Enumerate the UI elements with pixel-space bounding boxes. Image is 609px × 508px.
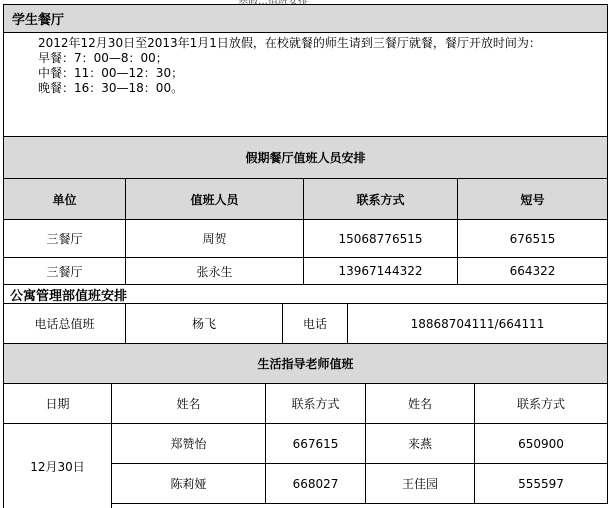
table-cell: 667615 bbox=[266, 424, 366, 464]
table-cell: 664322 bbox=[458, 258, 608, 285]
notice-lunch: 中餐：11：00—12：30； bbox=[38, 66, 184, 80]
table-cell: 郑赞怡 bbox=[112, 424, 266, 464]
apartment-label: 电话总值班 bbox=[3, 304, 126, 344]
header-unit: 单位 bbox=[3, 179, 126, 220]
table-cell: 668027 bbox=[266, 464, 366, 504]
table-cell: 555597 bbox=[475, 464, 608, 504]
date-cell: 12月30日 bbox=[3, 424, 112, 508]
table-cell: 676515 bbox=[458, 220, 608, 258]
table-cell: 张永生 bbox=[126, 258, 304, 285]
notice-line-1: 2012年12月30日至2013年1月1日放假，在校就餐的师生请到三餐厅就餐，餐厅开放时间为： bbox=[38, 36, 541, 50]
canteen-duty-title: 假期餐厅值班人员安排 bbox=[3, 137, 608, 179]
apartment-phone-label: 电话 bbox=[283, 304, 348, 344]
header-short-number: 短号 bbox=[458, 179, 608, 220]
table-cell: 15068776515 bbox=[304, 220, 458, 258]
header-name-1: 姓名 bbox=[112, 384, 266, 424]
apartment-person: 杨飞 bbox=[126, 304, 283, 344]
notice-breakfast: 早餐：7：00—8：00； bbox=[38, 51, 168, 65]
canteen-notice bbox=[3, 33, 608, 137]
table-cell: 13967144322 bbox=[304, 258, 458, 285]
header-duty-person: 值班人员 bbox=[126, 179, 304, 220]
header-contact-1: 联系方式 bbox=[266, 384, 366, 424]
header-contact: 联系方式 bbox=[304, 179, 458, 220]
table-cell: 三餐厅 bbox=[3, 220, 126, 258]
table-cell: 来燕 bbox=[366, 424, 475, 464]
table-cell: 650900 bbox=[475, 424, 608, 464]
teacher-duty-title: 生活指导老师值班 bbox=[3, 344, 608, 384]
table-cell: 王佳园 bbox=[366, 464, 475, 504]
header-name-2: 姓名 bbox=[366, 384, 475, 424]
apartment-phone: 18868704111/664111 bbox=[348, 304, 608, 344]
notice-dinner: 晚餐：16：30—18：00。 bbox=[38, 81, 184, 95]
section-header-canteen: 学生餐厅 bbox=[3, 5, 608, 33]
table-cell: 周贺 bbox=[126, 220, 304, 258]
table-cell: 三餐厅 bbox=[3, 258, 126, 285]
apartment-duty-title: 公寓管理部值班安排 bbox=[3, 285, 608, 304]
header-date: 日期 bbox=[3, 384, 112, 424]
header-contact-2: 联系方式 bbox=[475, 384, 608, 424]
table-cell: 陈莉娅 bbox=[112, 464, 266, 504]
